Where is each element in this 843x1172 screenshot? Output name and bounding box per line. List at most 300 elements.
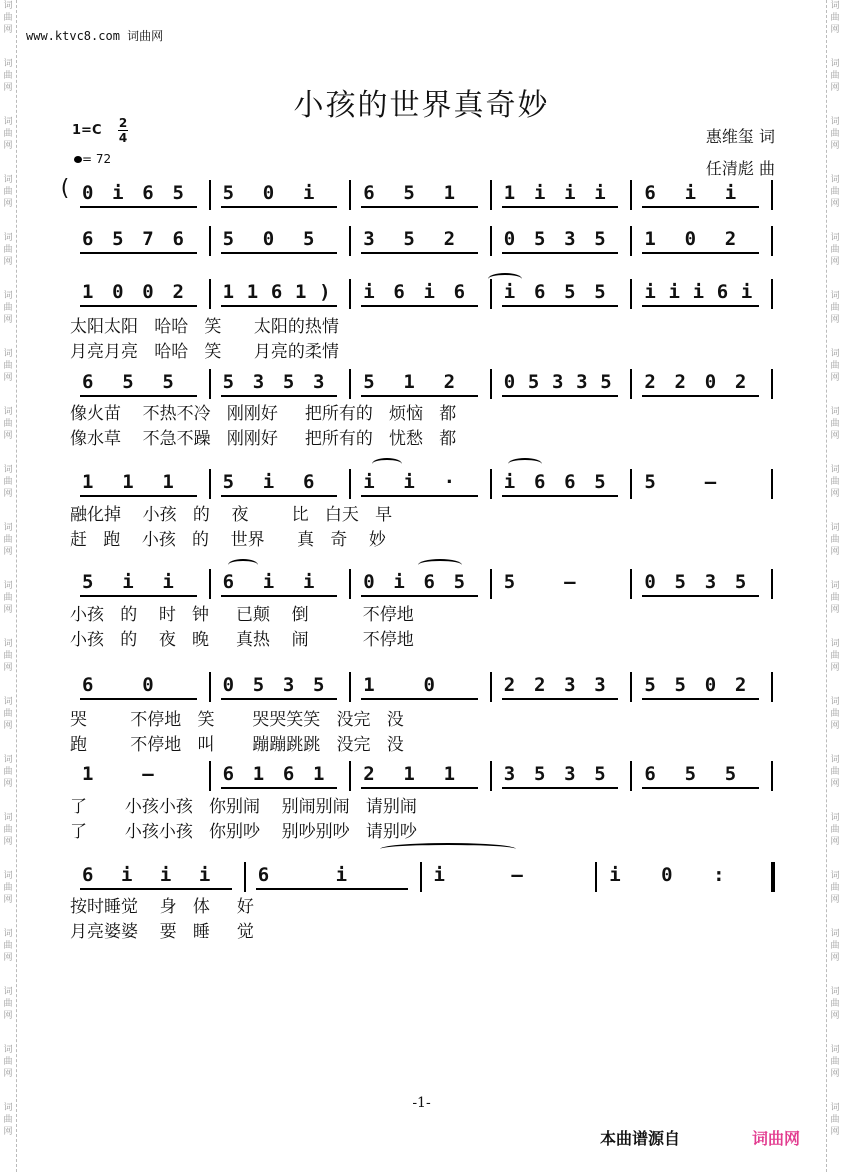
bar-line [771, 369, 773, 399]
edge-mark: 曲 [3, 941, 13, 951]
edge-mark: 网 [830, 25, 840, 35]
note: 6 [222, 763, 235, 785]
note: 3 [704, 571, 717, 593]
beam-underline [221, 395, 338, 397]
slur-mark [228, 559, 258, 571]
note: 5 [674, 571, 686, 593]
edge-mark: 曲 [3, 883, 13, 893]
beam-underline [502, 252, 619, 254]
note: 7 [142, 228, 154, 250]
edge-mark: 网 [830, 83, 840, 93]
bar-line [490, 226, 492, 256]
edge-mark: 网 [3, 257, 13, 267]
lyric-line: 赶 跑 小孩 的 世界 真 奇 妙 [70, 530, 386, 550]
note: 2 [724, 228, 737, 250]
beam-underline [361, 305, 478, 307]
edge-mark: 词 [830, 813, 840, 823]
note: i [363, 281, 375, 303]
note: 6 [453, 281, 466, 303]
note: 1 [443, 763, 456, 785]
bar-line [630, 569, 632, 599]
note: 6 [644, 182, 656, 204]
edge-mark: 曲 [830, 1057, 840, 1067]
edge-mark: 曲 [830, 419, 840, 429]
note: i [335, 864, 348, 886]
note: 5 [222, 471, 235, 493]
bar-line [630, 180, 632, 210]
bar-line [209, 672, 211, 702]
edge-mark: 网 [3, 489, 13, 499]
page-number: -1- [412, 1095, 431, 1111]
song-title: 小孩的世界真奇妙 [293, 88, 550, 123]
edge-mark: 词 [3, 59, 13, 69]
edge-mark: 曲 [830, 593, 840, 603]
lyric-line: 了 小孩小孩 你别吵 别吵别吵 请别吵 [70, 822, 417, 842]
beam-underline [361, 787, 478, 789]
bar-line [490, 672, 492, 702]
note: 0 [363, 571, 375, 593]
note: i [692, 281, 705, 303]
bar-line [349, 180, 351, 210]
edge-mark: 曲 [3, 303, 13, 313]
note: 5 [82, 571, 94, 593]
bar-line [209, 180, 211, 210]
edge-mark: 网 [3, 1011, 13, 1021]
note: i [644, 281, 656, 303]
score-row [70, 469, 773, 499]
note: 5 [172, 182, 184, 204]
note: 1 [403, 371, 415, 393]
edge-mark: 词 [830, 1, 840, 11]
edge-mark: 网 [3, 431, 13, 441]
edge-mark: 词 [3, 523, 13, 533]
note: 0 [222, 674, 235, 696]
edge-mark: 词 [3, 407, 13, 417]
note: 5 [403, 228, 415, 250]
edge-mark: 网 [830, 141, 840, 151]
score-row [70, 761, 773, 791]
note: : [713, 864, 725, 886]
score-row [70, 672, 773, 702]
note: 6 [82, 864, 94, 886]
note: 0 [262, 182, 275, 204]
note: 1 [313, 763, 325, 785]
bar-line [490, 180, 492, 210]
note: 6 [82, 228, 94, 250]
edge-mark: 曲 [830, 767, 840, 777]
note: 3 [564, 763, 576, 785]
note: i [363, 471, 375, 493]
edge-mark: 曲 [3, 1057, 13, 1067]
bar-line [209, 569, 211, 599]
repeat-paren: ( [58, 176, 72, 201]
note: i [403, 471, 415, 493]
edge-mark: 网 [830, 315, 840, 325]
beam-underline [221, 595, 338, 597]
edge-mark: 词 [3, 175, 13, 185]
edge-mark: 网 [3, 837, 13, 847]
edge-mark: 曲 [3, 245, 13, 255]
note: i [393, 571, 405, 593]
note: i [740, 281, 753, 303]
edge-mark: 曲 [830, 361, 840, 371]
edge-mark: 词 [830, 59, 840, 69]
beam-underline [502, 495, 619, 497]
beam-underline [502, 787, 619, 789]
note: i [120, 864, 133, 886]
tempo-value: = 72 [82, 152, 112, 166]
note: i [724, 182, 737, 204]
score-row [70, 226, 773, 256]
beam-underline [80, 395, 197, 397]
edge-mark: 曲 [830, 71, 840, 81]
edge-mark: 网 [830, 953, 840, 963]
bar-line [349, 672, 351, 702]
note: 6 [142, 182, 154, 204]
note: 5 [533, 228, 546, 250]
edge-mark: 曲 [3, 651, 13, 661]
note: 3 [252, 371, 265, 393]
edge-mark: 曲 [830, 303, 840, 313]
note: i [609, 864, 621, 886]
edge-mark: 词 [3, 871, 13, 881]
bar-line [490, 569, 492, 599]
note: i [684, 182, 697, 204]
edge-mark: 词 [830, 291, 840, 301]
note: 0 [684, 228, 697, 250]
lyric-line: 太阳太阳 哈哈 笑 太阳的热情 [70, 317, 339, 337]
score-row [70, 569, 773, 599]
site-watermark: www.ktvc8.com 词曲网 [26, 29, 164, 43]
edge-mark: 曲 [830, 709, 840, 719]
edge-mark: 词 [3, 581, 13, 591]
edge-mark: 曲 [3, 709, 13, 719]
footer-brand: 词曲网 [752, 1129, 801, 1148]
note: 6 [222, 571, 235, 593]
note: i [122, 571, 134, 593]
edge-mark: 词 [3, 291, 13, 301]
composer-credit: 任清彪 曲 [705, 159, 775, 178]
edge-mark: 曲 [830, 1115, 840, 1125]
edge-mark: 网 [3, 1069, 13, 1079]
edge-mark: 网 [830, 663, 840, 673]
edge-mark: 网 [830, 895, 840, 905]
bar-line [771, 469, 773, 499]
bar-line [630, 226, 632, 256]
edge-mark: 曲 [3, 187, 13, 197]
bar-line [771, 862, 775, 892]
note: i [503, 281, 516, 303]
edge-mark: 词 [830, 465, 840, 475]
beam-underline [642, 206, 759, 208]
note: 1 [82, 763, 94, 785]
note: 1 [222, 281, 235, 303]
beam-underline [361, 698, 478, 700]
bar-line [771, 226, 773, 256]
bar-line [771, 672, 773, 702]
edge-mark: 网 [830, 199, 840, 209]
note: 6 [644, 763, 656, 785]
note: 5 [734, 571, 747, 593]
note: 0 [503, 371, 516, 393]
edge-mark: 网 [830, 431, 840, 441]
note: i [303, 571, 315, 593]
lyric-line: 按时睡觉 身 体 好 [70, 897, 254, 917]
bar-line [349, 279, 351, 309]
bar-line [349, 761, 351, 791]
bar-line [490, 369, 492, 399]
score-row [70, 862, 773, 892]
edge-mark: 词 [3, 755, 13, 765]
edge-mark: 曲 [830, 941, 840, 951]
bar-line [244, 862, 246, 892]
note: 5 [363, 371, 375, 393]
edge-mark: 网 [3, 25, 13, 35]
note: 5 [533, 763, 546, 785]
lyric-line: 像水草 不急不躁 刚刚好 把所有的 忧愁 都 [70, 429, 457, 449]
note: 6 [393, 281, 405, 303]
edge-mark: 词 [830, 1045, 840, 1055]
note: 3 [594, 674, 606, 696]
bar-line [771, 279, 773, 309]
edge-mark: 词 [830, 639, 840, 649]
beam-underline [80, 698, 197, 700]
edge-mark: 曲 [3, 129, 13, 139]
edge-mark: 词 [830, 523, 840, 533]
edge-mark: 网 [830, 257, 840, 267]
edge-mark: 词 [3, 117, 13, 127]
bar-line [420, 862, 422, 892]
beam-underline [642, 305, 759, 307]
note: 5 [303, 228, 315, 250]
note: i [564, 182, 576, 204]
note: 5 [112, 228, 124, 250]
note: ) [319, 281, 331, 303]
note: – [511, 864, 523, 886]
note: 6 [257, 864, 270, 886]
beam-underline [80, 495, 197, 497]
note: 1 [82, 471, 94, 493]
note: 5 [594, 763, 606, 785]
edge-mark: 网 [3, 199, 13, 209]
note: 5 [644, 471, 656, 493]
beam-underline [256, 888, 408, 890]
edge-mark: 网 [3, 895, 13, 905]
edge-mark: 词 [3, 813, 13, 823]
beam-underline [221, 698, 338, 700]
note: 5 [313, 674, 325, 696]
bar-line [209, 226, 211, 256]
time-sig-top: 2 [118, 116, 128, 130]
note: 5 [453, 571, 466, 593]
bar-line [349, 226, 351, 256]
note: 0 [704, 674, 717, 696]
beam-underline [361, 252, 478, 254]
bar-line [630, 279, 632, 309]
beam-underline [221, 206, 338, 208]
note: 1 [644, 228, 656, 250]
note: 1 [403, 763, 415, 785]
slur-mark [488, 273, 522, 285]
edge-mark: 网 [830, 779, 840, 789]
bar-line [209, 761, 211, 791]
bar-line [630, 761, 632, 791]
note: i [503, 471, 516, 493]
edge-mark: 曲 [3, 999, 13, 1009]
quarter-note-icon [74, 156, 82, 163]
note: 5 [674, 674, 686, 696]
note: i [303, 182, 315, 204]
note: 3 [564, 674, 576, 696]
note: 3 [363, 228, 375, 250]
bar-line [771, 180, 773, 210]
lyric-line: 像火苗 不热不冷 刚刚好 把所有的 烦恼 都 [70, 404, 457, 424]
edge-mark: 网 [830, 837, 840, 847]
note: i [594, 182, 606, 204]
note: 5 [684, 763, 697, 785]
edge-mark: 词 [3, 987, 13, 997]
note: 2 [644, 371, 656, 393]
note: 3 [552, 371, 564, 393]
edge-mark: 词 [830, 929, 840, 939]
note: 5 [724, 763, 737, 785]
lyric-line: 融化掉 小孩 的 夜 比 白天 早 [70, 505, 393, 525]
edge-mark: 曲 [3, 767, 13, 777]
note: 5 [122, 371, 134, 393]
note: 0 [82, 182, 94, 204]
edge-mark: 曲 [3, 419, 13, 429]
note: i [668, 281, 680, 303]
bar-line [349, 569, 351, 599]
note: 5 [222, 371, 235, 393]
edge-mark: 网 [3, 83, 13, 93]
note: 6 [172, 228, 184, 250]
beam-underline [642, 595, 759, 597]
edge-mark: 曲 [830, 187, 840, 197]
note: 5 [564, 281, 576, 303]
slur-mark [372, 458, 402, 470]
note: 5 [162, 371, 174, 393]
note: i [423, 281, 435, 303]
note: 1 [122, 471, 134, 493]
edge-mark: 网 [830, 489, 840, 499]
note: 5 [403, 182, 415, 204]
edge-mark: 网 [3, 1127, 13, 1137]
bar-line [490, 469, 492, 499]
note: 2 [734, 371, 747, 393]
bar-line [630, 672, 632, 702]
edge-mark: 曲 [3, 361, 13, 371]
beam-underline [221, 252, 338, 254]
edge-mark: 曲 [830, 999, 840, 1009]
bar-line [349, 469, 351, 499]
edge-mark: 网 [830, 1069, 840, 1079]
edge-mark: 曲 [3, 477, 13, 487]
slur-mark [380, 843, 516, 855]
note: 6 [533, 471, 546, 493]
bar-line [490, 761, 492, 791]
beam-underline [642, 395, 759, 397]
beam-underline [361, 395, 478, 397]
edge-mark: 词 [830, 987, 840, 997]
note: – [142, 763, 154, 785]
edge-mark: 词 [830, 755, 840, 765]
note: 6 [716, 281, 729, 303]
note: 1 [162, 471, 174, 493]
bar-line [209, 369, 211, 399]
beam-underline [502, 206, 619, 208]
edge-mark: 词 [3, 639, 13, 649]
edge-mark: 网 [3, 953, 13, 963]
note: 5 [503, 571, 516, 593]
beam-underline [80, 305, 197, 307]
edge-mark: 词 [830, 1103, 840, 1113]
tempo-marking [74, 152, 111, 166]
edge-mark: 网 [3, 721, 13, 731]
beam-underline [221, 305, 338, 307]
note: 6 [82, 371, 94, 393]
beam-underline [221, 495, 338, 497]
footer-source: 本曲谱源自 [600, 1129, 681, 1148]
note: 6 [564, 471, 576, 493]
time-signature [118, 116, 128, 145]
edge-mark: 网 [830, 547, 840, 557]
note: 0 [142, 281, 154, 303]
slur-mark [418, 559, 462, 571]
note: 1 [246, 281, 259, 303]
note: 3 [313, 371, 325, 393]
edge-mark: 网 [3, 663, 13, 673]
edge-mark: 曲 [830, 535, 840, 545]
lyricist-credit: 惠维玺 词 [705, 127, 775, 146]
score-row [70, 369, 773, 399]
note: 0 [262, 228, 275, 250]
note: i [198, 864, 211, 886]
edge-mark: 曲 [830, 13, 840, 23]
note: 0 [112, 281, 124, 303]
note: 1 [363, 674, 375, 696]
lyric-line: 了 小孩小孩 你别闹 别闹别闹 请别闹 [70, 797, 417, 817]
note: 6 [82, 674, 94, 696]
note: 0 [142, 674, 154, 696]
edge-mark: 词 [830, 581, 840, 591]
note: 1 [443, 182, 456, 204]
note: 5 [594, 228, 606, 250]
note: 2 [363, 763, 375, 785]
edge-mark: 网 [3, 315, 13, 325]
edge-mark: 网 [3, 779, 13, 789]
note: 6 [423, 571, 435, 593]
note: 5 [594, 471, 606, 493]
note: 2 [443, 371, 456, 393]
score-row [70, 279, 773, 309]
score-row [70, 180, 773, 210]
note: 3 [576, 371, 588, 393]
edge-mark: 网 [3, 141, 13, 151]
beam-underline [642, 787, 759, 789]
edge-mark: 词 [830, 871, 840, 881]
bar-line [630, 469, 632, 499]
edge-mark: 网 [830, 373, 840, 383]
note: 2 [734, 674, 747, 696]
note: 6 [270, 281, 283, 303]
lyric-line: 跑 不停地 叫 蹦蹦跳跳 没完 没 [70, 735, 404, 755]
edge-mark: 曲 [3, 13, 13, 23]
edge-mark: 词 [830, 407, 840, 417]
edge-mark: 词 [830, 117, 840, 127]
bar-line [349, 369, 351, 399]
key-signature: 1=C [72, 123, 102, 138]
